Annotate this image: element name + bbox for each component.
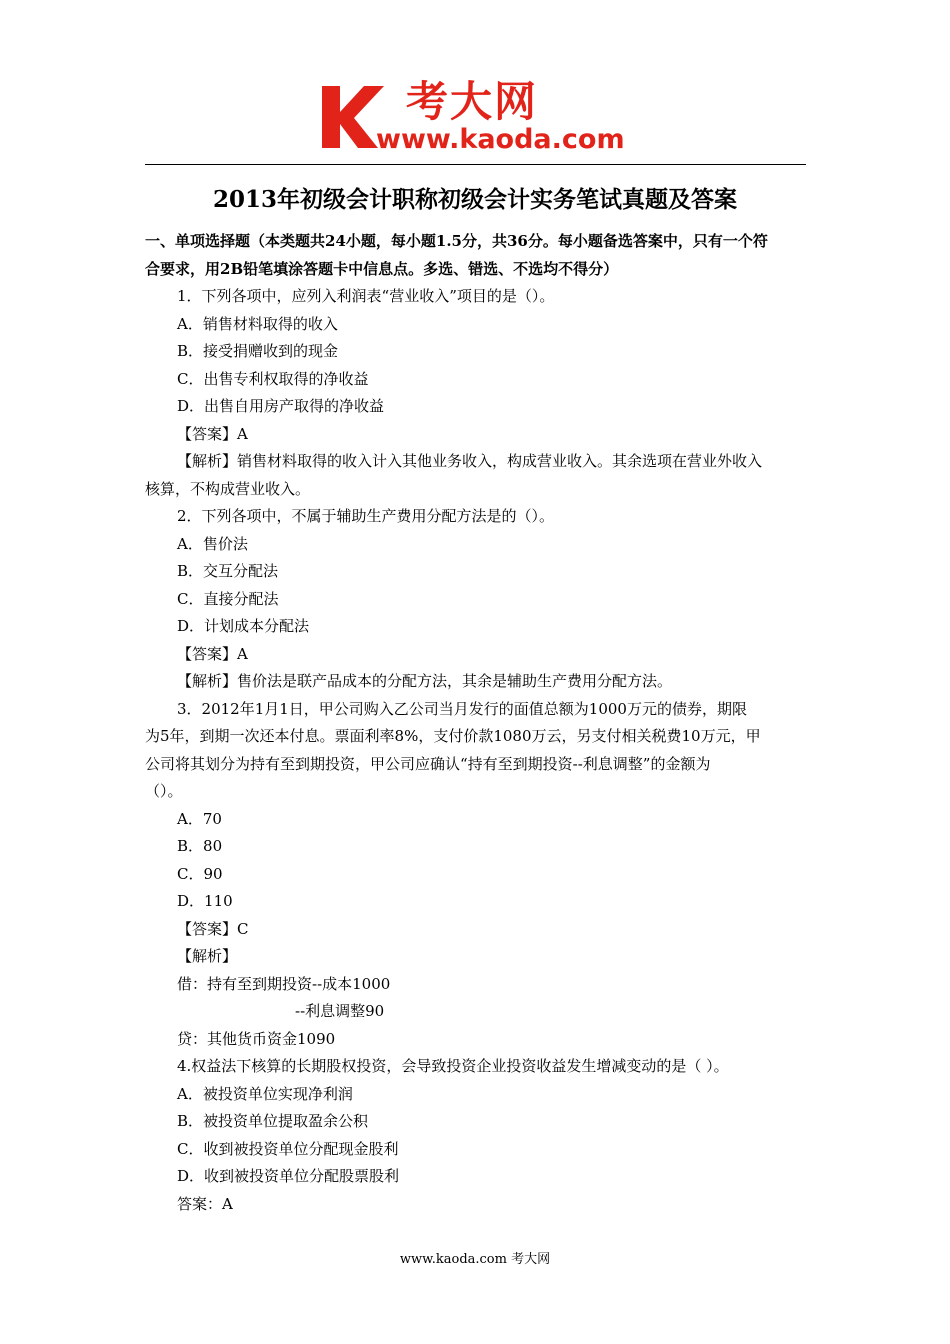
text-line: 为5年，到期一次还本付息。票面利率8%，支付价款1080万云，另支付相关税费10万元，甲 — [145, 727, 761, 745]
text-line: 贷：其他货币资金1090 — [177, 1029, 336, 1048]
text-line: 3．2012年1月1日，甲公司购入乙公司当月发行的面值总额为1000万元的债券，期限 — [177, 699, 747, 718]
text-line: B．交互分配法 — [177, 562, 279, 580]
text-line: 核算，不构成营业收入。 — [145, 479, 311, 498]
text-line: 一、单项选择题（本类题共24小题，每小题1.5分，共36分。每小题备选答案中，只有一个符 — [145, 232, 768, 250]
text-line: D．出售自用房产取得的净收益 — [177, 397, 385, 415]
text-line: 答案：A — [177, 1194, 233, 1213]
brand-name: 考大网 — [406, 77, 539, 126]
text-line: A．被投资单位实现净利润 — [177, 1084, 353, 1103]
text-line: D．收到被投资单位分配股票股利 — [177, 1167, 400, 1185]
text-line: A．售价法 — [177, 534, 248, 553]
brand-url[interactable]: www.kaoda.com — [376, 124, 625, 155]
text-line: 公司将其划分为持有至到期投资，甲公司应确认“持有至到期投资--利息调整”的金额为 — [145, 754, 711, 773]
text-line: C．出售专利权取得的净收益 — [177, 369, 369, 388]
text-line: --利息调整90 — [295, 1002, 385, 1020]
text-line: D．计划成本分配法 — [177, 617, 310, 635]
document-body — [145, 228, 807, 1218]
text-line: A．销售材料取得的收入 — [177, 314, 338, 333]
text-line: 【解析】 — [177, 947, 238, 965]
text-line: B．接受捐赠收到的现金 — [177, 342, 339, 360]
text-line: 【答案】C — [177, 919, 249, 938]
text-line: 2．下列各项中，不属于辅助生产费用分配方法是的（）。 — [177, 507, 555, 525]
text-line: 【解析】售价法是联产品成本的分配方法，其余是辅助生产费用分配方法。 — [177, 672, 673, 690]
text-line: 合要求，用2B铅笔填涂答题卡中信息点。多选、错选、不选均不得分） — [145, 259, 619, 278]
text-line: （）。 — [145, 782, 183, 800]
text-line: A．70 — [177, 809, 222, 828]
text-line: 【答案】A — [177, 644, 248, 663]
text-line: C．收到被投资单位分配现金股利 — [177, 1139, 399, 1158]
text-line: D．110 — [177, 892, 233, 910]
page-title: 2013年初级会计职称初级会计实务笔试真题及答案 — [212, 186, 737, 213]
text-line: C．90 — [177, 864, 223, 883]
text-line: 4.权益法下核算的长期股权投资，会导致投资企业投资收益发生增减变动的是（ ）。 — [177, 1057, 729, 1075]
text-line: 1．下列各项中，应列入利润表“营业收入”项目的是（）。 — [177, 287, 555, 305]
header-divider — [145, 164, 806, 165]
page-footer: www.kaoda.com 考大网 — [399, 1252, 551, 1267]
text-line: B．被投资单位提取盈余公积 — [177, 1112, 369, 1130]
text-line: 【解析】销售材料取得的收入计入其他业务收入，构成营业收入。其余选项在营业外收入 — [177, 452, 763, 470]
site-logo — [318, 78, 638, 158]
text-line: C．直接分配法 — [177, 589, 279, 608]
text-line: B．80 — [177, 837, 223, 855]
text-line: 借：持有至到期投资--成本1000 — [177, 974, 391, 993]
text-line: 【答案】A — [177, 424, 248, 443]
